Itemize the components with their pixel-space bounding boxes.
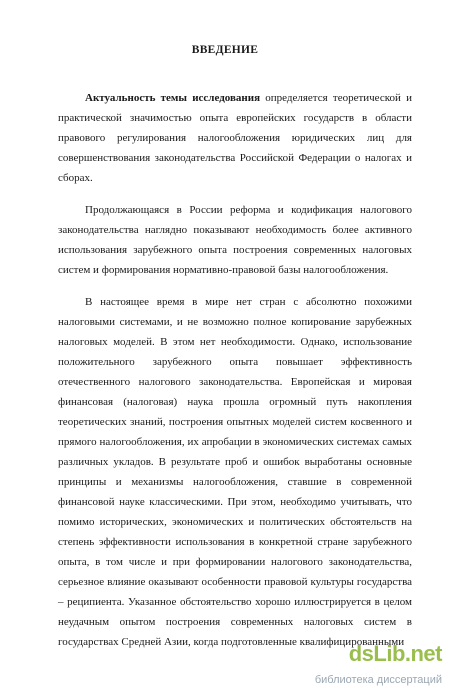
paragraph-lead: Актуальность темы исследования <box>85 92 261 104</box>
dslib-watermark <box>294 641 444 690</box>
paragraph-text: Продолжающаяся в России реформа и кодификация налогового законодательства наглядно показывают необходимость более активного использования зарубежного опыта построения современных налоговых систем и формирования нормативно-правовой базы налогообложения. <box>58 204 412 276</box>
watermark-logo: dsLib.net <box>348 641 442 666</box>
watermark-caption: библиотека диссертаций <box>314 674 442 686</box>
document-body <box>58 88 412 664</box>
document-title: ВВЕДЕНИЕ <box>191 44 259 56</box>
paragraph-foreign-experience <box>58 292 412 652</box>
paragraph-relevance <box>58 88 412 188</box>
paragraph-text: определяется теоретической и практической значимостью опыта европейских государств в области правового регулирования налогообложения юридических лиц для совершенствования законодательства Российской Федерации о налогах и сборах. <box>58 92 412 184</box>
paragraph-reform <box>58 200 412 280</box>
paragraph-text: В настоящее время в мире нет стран с абсолютно похожими налоговыми системами, и не возможно полное копирование зарубежных налоговых моделей. В этом нет необходимости. Однако, использование положительного зарубежного опыта повышает эффективность отечественного налогового законодательства. Европейская и мировая финансовая (налоговая) наука прошла огромный путь накопления теоретических знаний, построения опытных моделей систем косвенного и прямого налогообложения, их апробации в экономических системах самых различных укладов. В результате проб и ошибок выработаны основные принципы и механизмы налогообложения, ставшие в современной финансовой науке классическими. При этом, необходимо учитывать, что помимо исторических, экономических и политических обстоятельств на степень эффективности использования в конкретной стране зарубежного опыта, в том числе и при формировании налогового законодательства, серьезное влияние оказывают особенности правовой культуры государства – реципиента. Указанное обстоятельство хорошо иллюстрируется в целом неудачным опытом построения современных налоговых систем в государствах Средней Азии, когда подготовленные квалифицированными <box>58 296 412 648</box>
